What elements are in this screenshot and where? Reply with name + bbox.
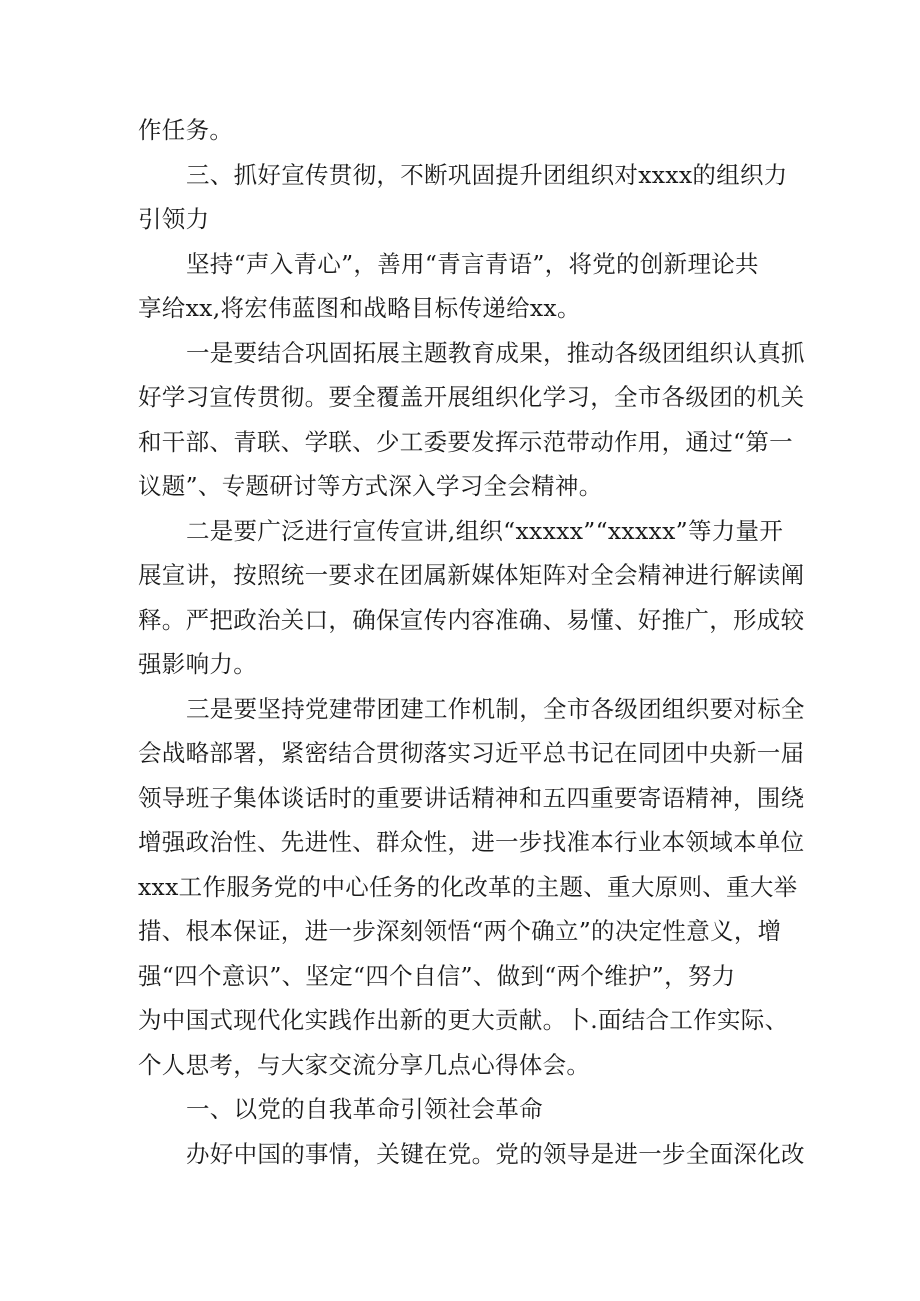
text-line: 议题”、专题研讨等方式深入学习全会精神。 bbox=[138, 472, 603, 500]
paragraph-start: 三是要坚持党建带团建工作机制，全市各级团组织要对标全 bbox=[186, 694, 805, 723]
paragraph-start: 一是要结合巩固拓展主题教育成果，推动各级团组织认真抓 bbox=[186, 338, 805, 367]
text-line: 和干部、青联、学联、少工委要发挥示范带动作用，通过“第一 bbox=[138, 427, 793, 456]
paragraph-start: 坚持“声入青心”，善用“青言青语”，将党的创新理论共 bbox=[186, 249, 759, 278]
section-heading-continued: 引领力 bbox=[138, 205, 210, 233]
document-body bbox=[138, 108, 805, 1176]
text-line: 展宣讲，按照统一要求在团属新媒体矩阵对全会精神进行解读阐 bbox=[138, 561, 805, 589]
text-line: 享给xx,将宏伟蓝图和战略目标传递给xx。 bbox=[138, 294, 581, 322]
text-line: xxx工作服务党的中心任务的化改革的主题、重大原则、重大举 bbox=[138, 872, 798, 901]
text-line: 强影响力。 bbox=[138, 650, 257, 678]
text-line: 增强政治性、先进性、群众性，进一步找准本行业本领域本单位 bbox=[138, 828, 805, 856]
text-line: 为中国式现代化实践作出新的更大贡献。卜.面结合工作实际、 bbox=[138, 1006, 789, 1034]
text-line: 强“四个意识”、坚定“四个自信”、做到“两个维护”，努力 bbox=[138, 961, 736, 990]
text-line: 个人思考，与大家交流分享几点心得体会。 bbox=[138, 1050, 591, 1079]
text-line: 领导班子集体谈话时的重要讲话精神和五四重要寄语精神，围绕 bbox=[138, 783, 805, 812]
paragraph-start: 二是要广泛进行宣传宣讲,组织“xxxxx”“xxxxx”等力量开 bbox=[186, 516, 784, 545]
text-line: 好学习宣传贯彻。要全覆盖开展组织化学习，全市各级团的机关 bbox=[138, 383, 805, 411]
section-heading: 一、以党的自我革命引领社会革命 bbox=[186, 1095, 543, 1123]
section-heading: 三、抓好宣传贯彻，不断巩固提升团组织对xxxx的组织力 bbox=[186, 160, 788, 189]
text-line: 会战略部署，紧密结合贯彻落实习近平总书记在同团中央新一届 bbox=[138, 739, 805, 767]
text-line: 释。严把政治关口，确保宣传内容准确、易懂、好推广，形成较 bbox=[138, 605, 805, 634]
paragraph-start: 办好中国的事情，关键在党。党的领导是进一步全面深化改 bbox=[186, 1139, 805, 1168]
text-line: 措、根本保证，进一步深刻领悟“两个确立”的决定性意义，增 bbox=[138, 917, 782, 945]
text-line: 作任务。 bbox=[138, 116, 234, 144]
